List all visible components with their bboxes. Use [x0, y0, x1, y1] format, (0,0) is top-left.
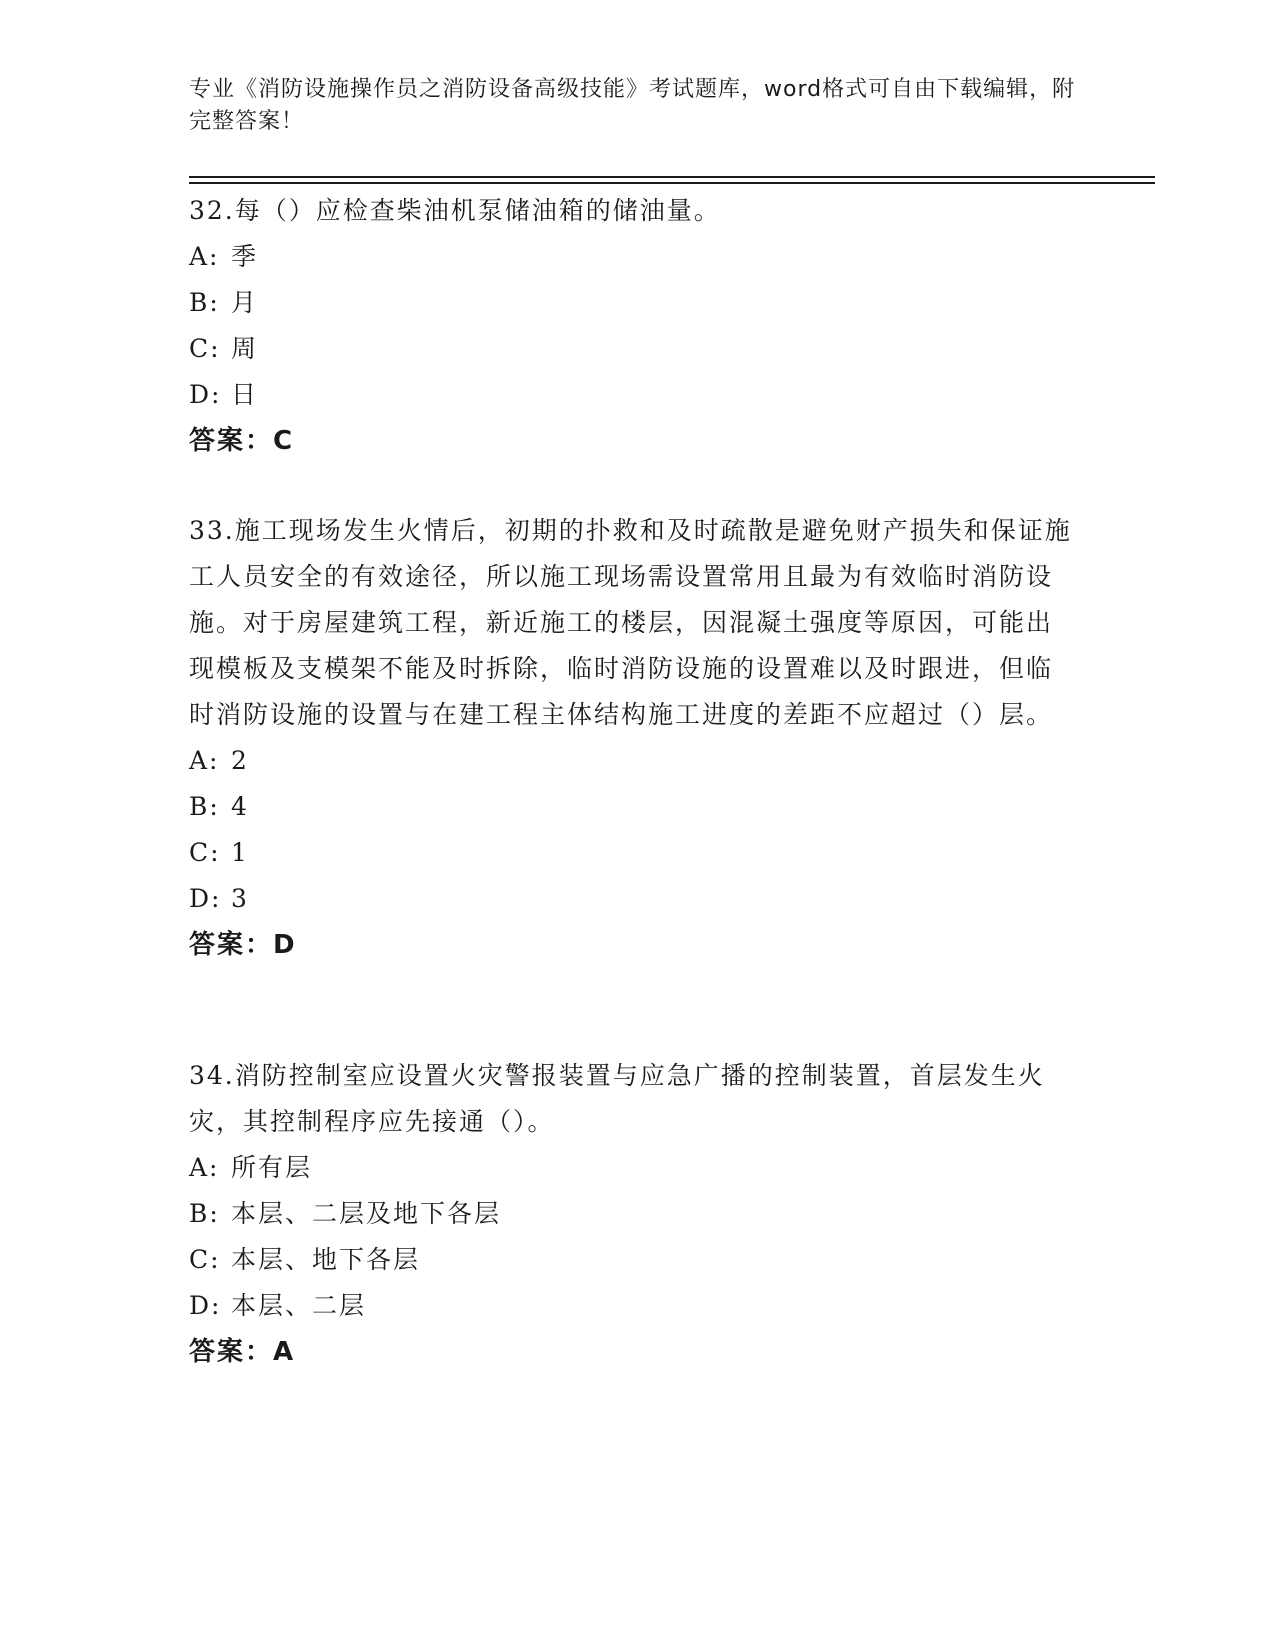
option-text: 周 — [231, 334, 259, 363]
option-c — [189, 830, 1079, 876]
option-d — [189, 372, 1079, 418]
option-b — [189, 784, 1079, 830]
option-text: 1 — [231, 838, 249, 867]
option-label: C: — [189, 334, 221, 363]
question-stem: 34.消防控制室应设置火灾警报装置与应急广播的控制装置，首层发生火灾，其控制程序应先接通（）。 — [189, 1061, 1045, 1136]
option-b — [189, 280, 1079, 326]
option-d — [189, 876, 1079, 922]
option-label: B: — [189, 1199, 220, 1228]
question-stem: 33.施工现场发生火情后，初期的扑救和及时疏散是避免财产损失和保证施工人员安全的有效途径，所以施工现场需设置常用且最为有效临时消防设施。对于房屋建筑工程，新近施工的楼层，因混凝土强度等原因，可能出现模板及支模架不能及时拆除，临时消防设施的设置难以及时跟进，但临时消防设施的设置与在建工程主体结构施工进度的差距不应超过（）层。 — [189, 516, 1072, 729]
option-text: 所有层 — [231, 1153, 313, 1182]
option-label: C: — [189, 838, 221, 867]
option-text: 日 — [231, 380, 259, 409]
option-label: A: — [189, 746, 220, 775]
option-label: A: — [189, 1153, 220, 1182]
option-text: 2 — [231, 746, 249, 775]
option-label: D: — [189, 1291, 222, 1320]
header-rule-top — [189, 176, 1155, 178]
option-text: 月 — [231, 288, 259, 317]
option-a — [189, 738, 1079, 784]
question-32 — [189, 188, 1079, 464]
option-c — [189, 326, 1079, 372]
option-label: B: — [189, 792, 220, 821]
option-text: 本层、地下各层 — [231, 1245, 421, 1274]
answer: 答案：C — [189, 426, 295, 456]
option-text: 季 — [231, 242, 259, 271]
option-text: 3 — [231, 884, 249, 913]
option-c — [189, 1237, 1079, 1283]
question-stem: 32.每（）应检查柴油机泵储油箱的储油量。 — [189, 196, 721, 225]
option-a — [189, 234, 1079, 280]
answer: 答案：D — [189, 930, 297, 960]
option-label: D: — [189, 884, 222, 913]
option-text: 4 — [231, 792, 249, 821]
answer: 答案：A — [189, 1337, 296, 1367]
option-d — [189, 1283, 1079, 1329]
question-34 — [189, 1053, 1079, 1375]
document-header: 专业《消防设施操作员之消防设备高级技能》考试题库，word格式可自由下载编辑，附完整答案！ — [189, 77, 1076, 134]
option-a — [189, 1145, 1079, 1191]
option-text: 本层、二层及地下各层 — [231, 1199, 502, 1228]
option-label: A: — [189, 242, 220, 271]
option-b — [189, 1191, 1079, 1237]
option-label: B: — [189, 288, 220, 317]
option-label: D: — [189, 380, 222, 409]
option-text: 本层、二层 — [231, 1291, 367, 1320]
header-rule-bottom — [189, 182, 1155, 184]
option-label: C: — [189, 1245, 221, 1274]
question-33 — [189, 508, 1079, 968]
